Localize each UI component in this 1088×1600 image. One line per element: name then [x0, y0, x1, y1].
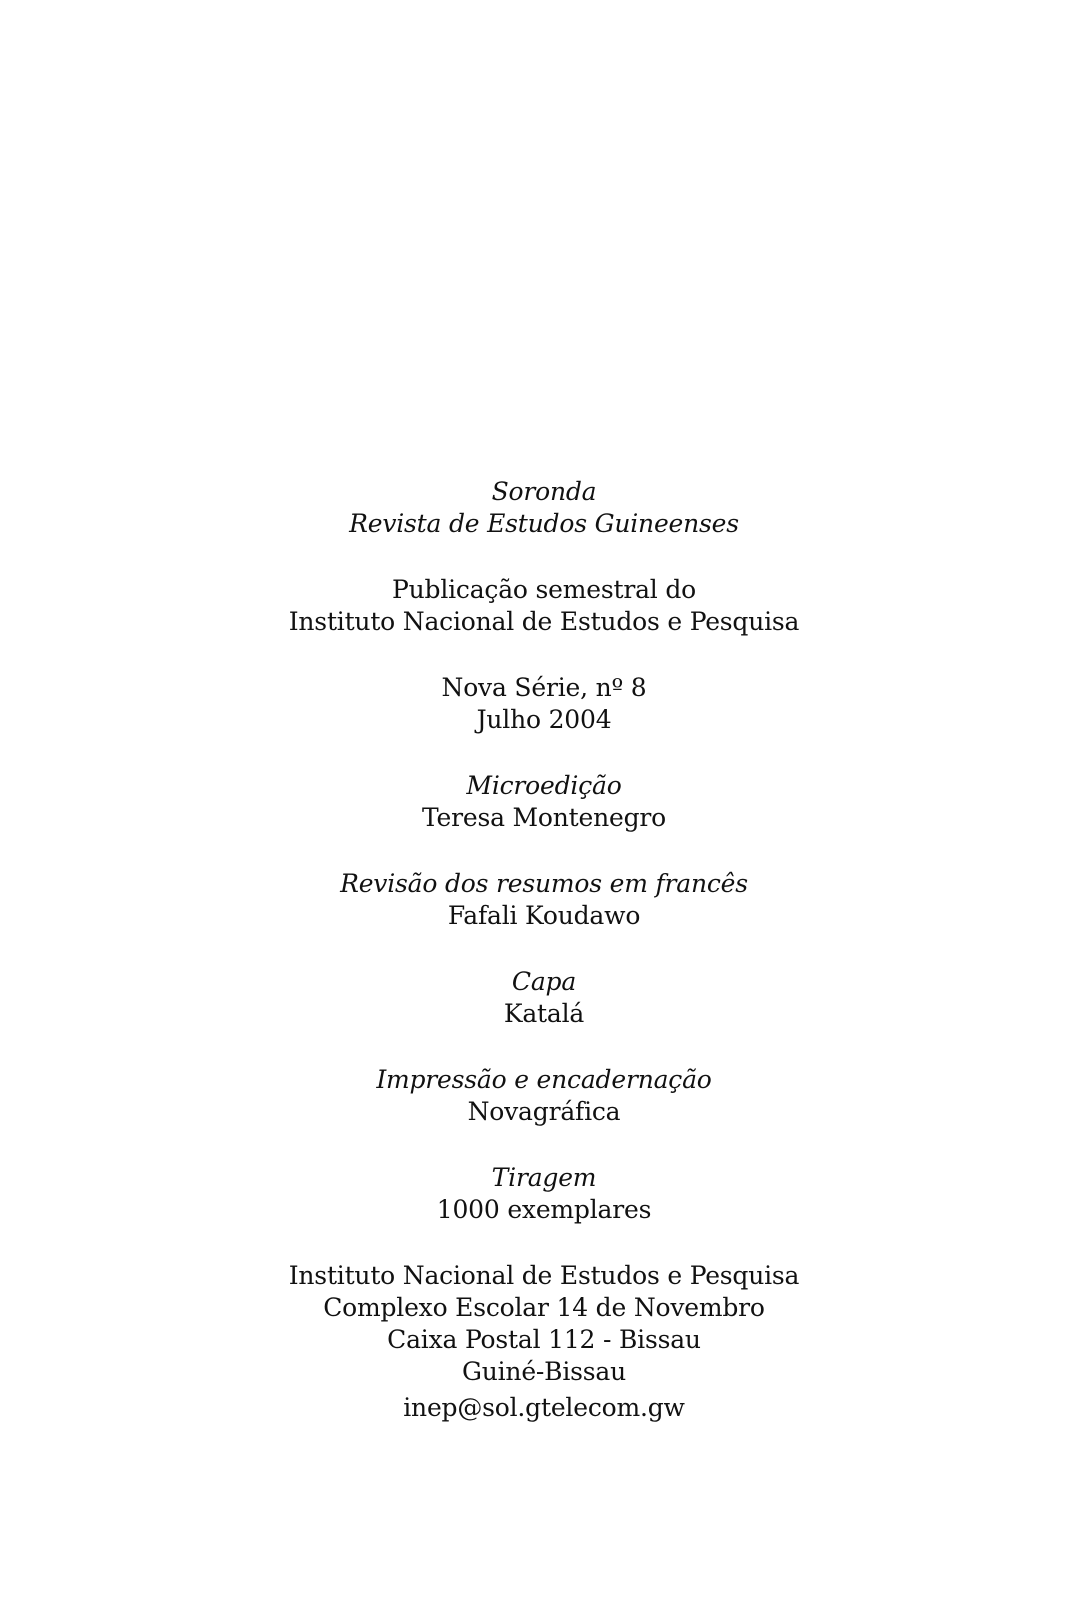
- credit-name: Fafali Koudawo: [447, 901, 641, 930]
- publisher-block: [0, 574, 1088, 638]
- credit-name: Teresa Montenegro: [421, 803, 667, 832]
- credit-cover: [0, 966, 1088, 1030]
- issue-series: Nova Série, nº 8: [441, 673, 647, 702]
- address-block: [0, 1260, 1088, 1424]
- address-email: inep@sol.gtelecom.gw: [403, 1393, 685, 1422]
- credit-role: Revisão dos resumos em francês: [340, 869, 748, 898]
- credit-microedition: [0, 770, 1088, 834]
- journal-subtitle: Revista de Estudos Guineenses: [349, 509, 739, 538]
- journal-title: Soronda: [491, 477, 597, 506]
- address-country: Guiné-Bissau: [461, 1357, 627, 1386]
- credit-name: Novagráfica: [467, 1097, 621, 1126]
- credit-role: Microedição: [466, 771, 622, 800]
- credit-name: 1000 exemplares: [436, 1195, 652, 1224]
- publisher-note-line2: Instituto Nacional de Estudos e Pesquisa: [288, 607, 800, 636]
- publisher-note-line1: Publicação semestral do: [392, 575, 696, 604]
- credit-french-review: [0, 868, 1088, 932]
- credit-print-run: [0, 1162, 1088, 1226]
- address-complex: Complexo Escolar 14 de Novembro: [323, 1293, 765, 1322]
- issue-date: Julho 2004: [476, 705, 612, 734]
- issue-block: [0, 672, 1088, 736]
- credit-role: Capa: [511, 967, 577, 996]
- address-postal: Caixa Postal 112 - Bissau: [387, 1325, 701, 1354]
- credit-printing: [0, 1064, 1088, 1128]
- journal-block: [0, 476, 1088, 540]
- credit-role: Tiragem: [491, 1163, 597, 1192]
- colophon: [0, 476, 1088, 1458]
- address-institution: Instituto Nacional de Estudos e Pesquisa: [288, 1261, 800, 1290]
- credit-role: Impressão e encadernação: [376, 1065, 712, 1094]
- credit-name: Katalá: [503, 999, 585, 1028]
